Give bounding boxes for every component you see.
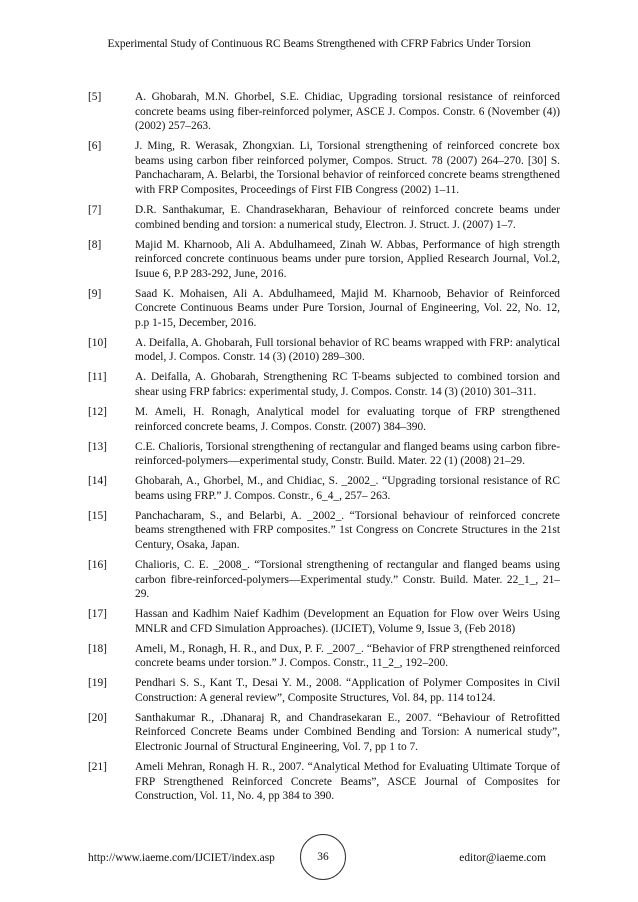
reference-text: D.R. Santhakumar, E. Chandrasekharan, Behaviour of reinforced concrete beams under combined bending and torsion: a numerical study, Electron. J. Struct. J. (2007) 1–7.: [135, 203, 560, 231]
editor-email-link[interactable]: editor@iaeme.com: [459, 852, 546, 864]
reference-number: [5]: [88, 91, 102, 103]
reference-text: Pendhari S. S., Kant T., Desai Y. M., 2008. “Application of Polymer Composites in Civil Construction: A general review”, Composite Structures, Vol. 84, pp. 114 to124.: [135, 677, 560, 704]
reference-item: [88, 760, 560, 804]
reference-item: [88, 370, 560, 399]
reference-text: A. Ghobarah, M.N. Ghorbel, S.E. Chidiac, Upgrading torsional resistance of reinforced concrete beams using fiber-reinforced polymer, ASCE J. Compos. Constr. 6 (November (4)) (2002) 257–263.: [135, 91, 560, 133]
reference-number: [20]: [88, 711, 107, 724]
reference-item: [88, 440, 560, 469]
reference-text: Ghobarah, A., Ghorbel, M., and Chidiac, S. _2002_. “Upgrading torsional resistance of RC beams using FRP.” J. Compos. Constr., 6_4_, 257– 263.: [135, 475, 560, 502]
reference-number: [13]: [88, 440, 107, 453]
reference-number: [8]: [88, 238, 102, 251]
reference-item: [88, 474, 560, 503]
page-footer: [0, 830, 638, 878]
running-header: Experimental Study of Continuous RC Beams Strengthened with CFRP Fabrics Under Torsion: [107, 38, 531, 50]
reference-number: [6]: [88, 140, 102, 153]
reference-item: [88, 139, 560, 197]
page-number-badge: 36: [300, 834, 346, 880]
reference-number: [11]: [88, 371, 107, 384]
reference-item: [88, 558, 560, 602]
reference-number: [7]: [88, 203, 102, 216]
reference-text: Hassan and Kadhim Naief Kadhim (Development an Equation for Flow over Weirs Using MNLR and CFD Simulation Approaches). (IJCIET), Volume 9, Issue 3, (Feb 2018): [135, 608, 560, 635]
reference-number: [17]: [88, 608, 107, 621]
reference-text: Majid M. Kharnoob, Ali A. Abdulhameed, Zinah W. Abbas, Performance of high strength reinforced concrete continuous beams under pure torsion, Applied Research Journal, Vol.2, Isuue 6, P.P 283-292, June, 2016.: [135, 238, 560, 280]
reference-number: [21]: [88, 761, 107, 773]
reference-number: [15]: [88, 509, 107, 522]
reference-number: [9]: [88, 287, 102, 300]
reference-text: A. Deifalla, A. Ghobarah, Full torsional behavior of RC beams wrapped with FRP: analytical model, J. Compos. Constr. 14 (3) (2010) 289–300.: [135, 336, 560, 364]
reference-text: Panchacharam, S., and Belarbi, A. _2002_. “Torsional behaviour of reinforced concrete beams strengthened with FRP composites.” 1st Congress on Concrete Structures in the 21st Century, Osaka, Japan.: [135, 509, 560, 551]
reference-text: Ameli, M., Ronagh, H. R., and Dux, P. F. _2007_. “Behavior of FRP strengthened reinforced concrete beams under torsion.” J. Compos. Constr., 11_2_, 192–200.: [135, 642, 560, 670]
reference-text: Chalioris, C. E. _2008_. “Torsional strengthening of rectangular and flanged beams using carbon fibre-reinforced-polymers—Experimental study.” Constr. Build. Mater. 22_1_, 21–29.: [135, 558, 560, 601]
reference-number: [12]: [88, 406, 107, 419]
journal-url-link[interactable]: http://www.iaeme.com/IJCIET/index.asp: [88, 852, 275, 864]
reference-item: [88, 509, 560, 553]
reference-item: [88, 711, 560, 755]
reference-item: [88, 336, 560, 365]
reference-number: [18]: [88, 642, 107, 655]
reference-text: C.E. Chalioris, Torsional strengthening of rectangular and flanged beams using carbon fibre-reinforced-polymers—experimental study, Constr. Build. Mater. 22 (1) (2008) 21–29.: [135, 440, 560, 468]
reference-item: [88, 238, 560, 282]
reference-number: [19]: [88, 677, 107, 690]
reference-item: [88, 642, 560, 671]
reference-text: J. Ming, R. Werasak, Zhongxian. Li, Torsional strengthening of reinforced concrete box beams using carbon fiber reinforced polymer, Compos. Struct. 78 (2007) 264–270. [30] S. Panchacharam, A. Belarbi, the Torsional behavior of reinforced concrete beams strengthened with FRP Composites, Proceedings of First FIB Congress (2002) 1–11.: [135, 140, 560, 196]
reference-number: [14]: [88, 475, 107, 488]
reference-list: [88, 90, 560, 831]
reference-item: [88, 90, 560, 134]
reference-number: [10]: [88, 336, 107, 349]
reference-text: M. Ameli, H. Ronagh, Analytical model for evaluating torque of FRP strengthened reinforced concrete beams, J. Compos. Constr. (2007) 384–390.: [135, 406, 560, 433]
reference-item: [88, 203, 560, 232]
reference-text: Ameli Mehran, Ronagh H. R., 2007. “Analytical Method for Evaluating Ultimate Torque of FRP Strengthened Reinforced Concrete Beams”, ASCE Journal of Composites for Construction, Vol. 11, No. 4, pp 384 to 390.: [135, 761, 560, 803]
reference-number: [16]: [88, 558, 107, 571]
reference-item: [88, 607, 560, 636]
reference-item: [88, 676, 560, 705]
reference-text: Saad K. Mohaisen, Ali A. Abdulhameed, Majid M. Kharnoob, Behavior of Reinforced Concrete Continuous Beams under Pure Torsion, Journal of Engineering, Vol. 22, No. 12, p.p 1-15, December, 2016.: [135, 287, 560, 329]
reference-text: Santhakumar R., .Dhanaraj R, and Chandrasekaran E., 2007. “Behaviour of Retrofitted Reinforced Concrete Beams under Combined Bending and Torsion: A numerical study”, Electronic Journal of Structural Engineering, Vol. 7, pp 1 to 7.: [135, 711, 560, 754]
reference-item: [88, 405, 560, 434]
reference-item: [88, 287, 560, 331]
reference-text: A. Deifalla, A. Ghobarah, Strengthening RC T-beams subjected to combined torsion and shear using FRP fabrics: experimental study, J. Compos. Constr. 14 (3) (2010) 301–311.: [135, 371, 560, 399]
